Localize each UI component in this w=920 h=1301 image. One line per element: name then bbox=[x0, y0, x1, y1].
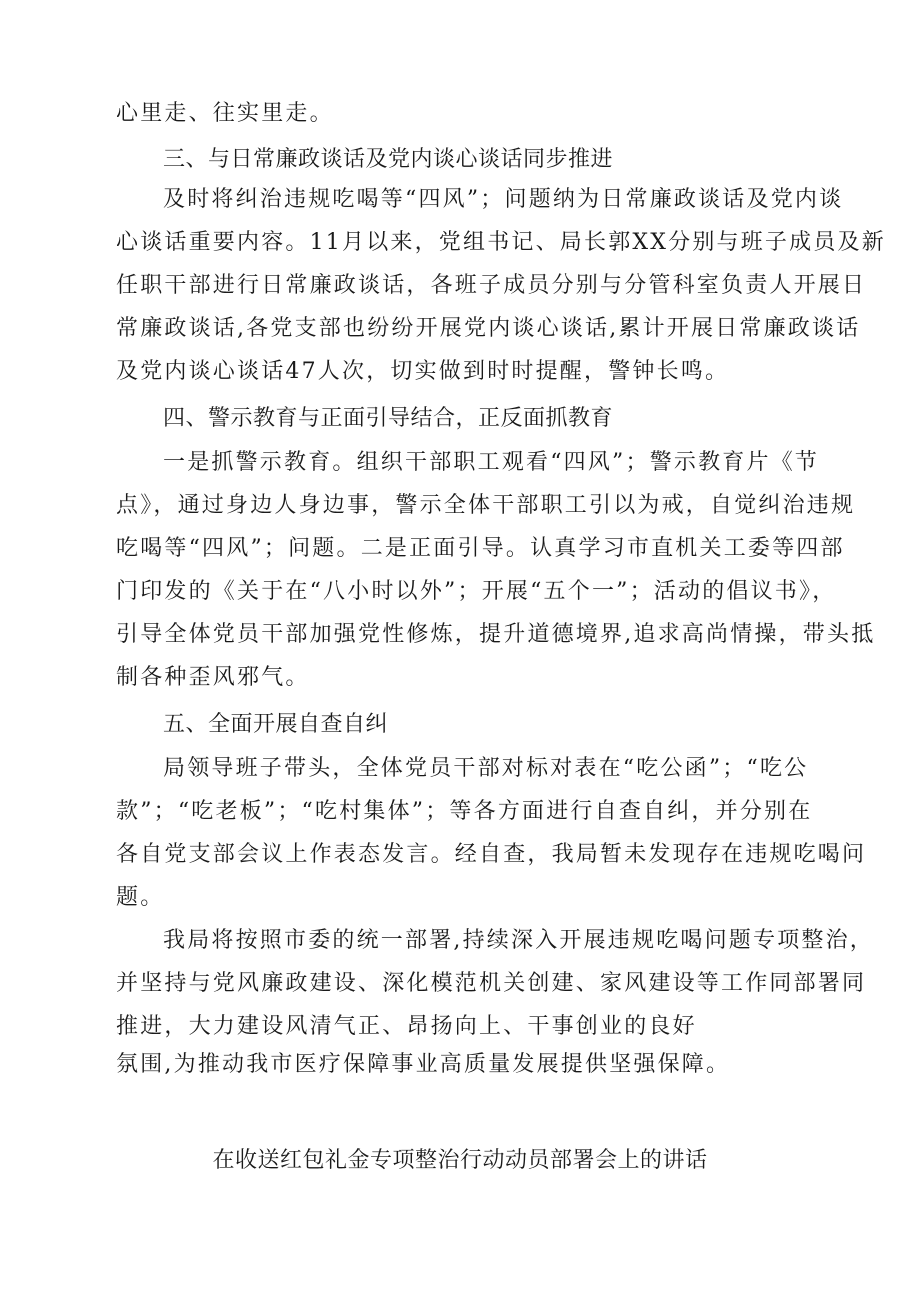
body-line: 及党内谈心谈话47人次，切实做到时时提醒，警钟长鸣。 bbox=[116, 359, 730, 384]
body-line: 一是抓警示教育。组织干部职工观看“四风”；警示教育片《节 bbox=[163, 450, 820, 475]
body-line: 及时将纠治违规吃喝等“四风”；问题纳为日常廉政谈话及党内谈 bbox=[163, 187, 844, 212]
body-line: 门印发的《关于在“八小时以外”；开展“五个一”；活动的倡议书》， bbox=[116, 579, 837, 604]
body-line: 局领导班子带头，全体党员干部对标对表在“吃公函”；“吃公 bbox=[163, 756, 809, 781]
body-line: 常廉政谈话,各党支部也纷纷开展党内谈心谈话,累计开展日常廉政谈话 bbox=[116, 316, 861, 341]
body-line: 题。 bbox=[116, 885, 165, 910]
section-heading: 五、全面开展自查自纠 bbox=[163, 712, 389, 737]
next-document-title: 在收送红包礼金专项整治行动动员部署会上的讲话 bbox=[212, 1148, 708, 1173]
body-line: 氛围,为推动我市医疗保障事业高质量发展提供坚强保障。 bbox=[116, 1052, 731, 1077]
section-heading: 三、与日常廉政谈话及党内谈心谈话同步推进 bbox=[163, 147, 614, 172]
body-line: 引导全体党员干部加强党性修炼，提升道德境界,追求高尚情操，带头抵 bbox=[116, 622, 876, 647]
body-line: 并坚持与党风廉政建设、深化模范机关创建、家风建设等工作同部署同 bbox=[116, 971, 867, 996]
body-line: 推进，大力建设风清气正、昂扬向上、干事创业的良好 bbox=[116, 1014, 697, 1039]
body-line: 制各种歪风邪气。 bbox=[116, 665, 310, 690]
body-line: 心谈话重要内容。11月以来，党组书记、局长郭XX分别与班子成员及新 bbox=[116, 230, 886, 255]
body-line: 我局将按照市委的统一部署,持续深入开展违规吃喝问题专项整治， bbox=[163, 928, 874, 953]
body-line: 心里走、往实里走。 bbox=[116, 101, 334, 126]
body-line: 款”；“吃老板”；“吃村集体”；等各方面进行自查自纠，并分别在 bbox=[116, 799, 813, 824]
body-line: 任职干部进行日常廉政谈话，各班子成员分别与分管科室负责人开展日 bbox=[116, 273, 867, 298]
body-line: 吃喝等“四风”；问题。二是正面引导。认真学习市直机关工委等四部 bbox=[116, 536, 845, 561]
body-line: 点》，通过身边人身边事，警示全体干部职工引以为戒，自觉纠治违规 bbox=[116, 493, 856, 518]
body-line: 各自党支部会议上作表态发言。经自查，我局暂未发现存在违规吃喝问 bbox=[116, 842, 867, 867]
section-heading: 四、警示教育与正面引导结合，正反面抓教育 bbox=[163, 406, 614, 431]
